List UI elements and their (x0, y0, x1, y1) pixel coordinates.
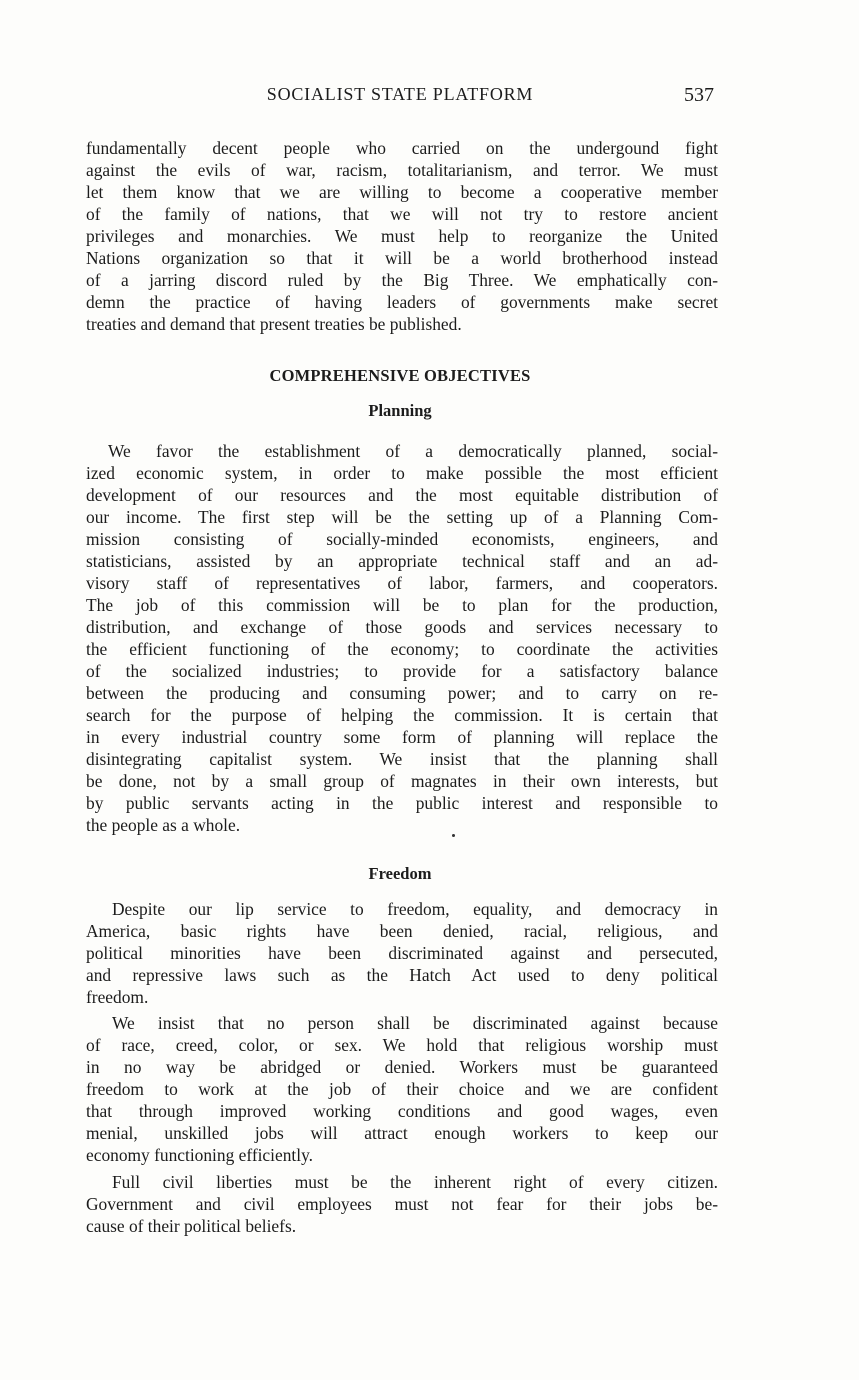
text-line: development of our resources and the most equitable distribution of (86, 485, 718, 505)
text-line: We favor the establishment of a democratically planned, social- (108, 441, 718, 461)
running-head (86, 84, 714, 108)
intro-paragraph (86, 137, 718, 335)
text-line: The job of this commission will be to plan for the production, (86, 595, 718, 615)
text-line: let them know that we are willing to become a cooperative member (86, 182, 718, 202)
text-line: mission consisting of socially-minded economists, engineers, and (86, 529, 718, 549)
freedom-title: Freedom (368, 864, 432, 883)
text-line: between the producing and consuming power; and to carry on re- (86, 683, 718, 703)
page-number: 537 (684, 84, 714, 106)
freedom-paragraph-2 (86, 1012, 718, 1166)
planning-title: Planning (368, 401, 432, 420)
text-line: be done, not by a small group of magnates in their own interests, but (86, 771, 718, 791)
text-line: and repressive laws such as the Hatch Act used to deny political (86, 965, 718, 985)
text-line: America, basic rights have been denied, racial, religious, and (86, 921, 718, 941)
text-line: of the family of nations, that we will not try to restore ancient (86, 204, 718, 224)
text-line: privileges and monarchies. We must help to reorganize the United (86, 226, 718, 246)
text-line: ized economic system, in order to make possible the most efficient (86, 463, 718, 483)
text-line: Despite our lip service to freedom, equality, and democracy in (112, 899, 718, 919)
text-line: the efficient functioning of the economy; to coordinate the activities (86, 639, 718, 659)
text-line: disintegrating capitalist system. We insist that the planning shall (86, 749, 718, 769)
text-line: by public servants acting in the public interest and responsible to (86, 793, 718, 813)
text-line: of race, creed, color, or sex. We hold that religious worship must (86, 1035, 718, 1055)
text-line: freedom. (86, 987, 149, 1007)
text-line: Government and civil employees must not fear for their jobs be- (86, 1194, 718, 1214)
text-line: cause of their political beliefs. (86, 1216, 297, 1236)
text-line: search for the purpose of helping the commission. It is certain that (86, 705, 718, 725)
text-line: the people as a whole. (86, 815, 241, 835)
text-line: demn the practice of having leaders of governments make secret (86, 292, 718, 312)
text-line: against the evils of war, racism, totalitarianism, and terror. We must (86, 160, 718, 180)
text-line: of the socialized industries; to provide for a satisfactory balance (86, 661, 718, 681)
freedom-paragraph-1 (86, 898, 718, 1008)
text-line: of a jarring discord ruled by the Big Three. We emphatically con- (86, 270, 718, 290)
section-heading: COMPREHENSIVE OBJECTIVES (269, 366, 531, 385)
text-line: freedom to work at the job of their choice and we are confident (86, 1079, 718, 1099)
running-title: SOCIALIST STATE PLATFORM (266, 84, 534, 104)
text-line: fundamentally decent people who carried on the undergound fight (86, 138, 718, 158)
text-line: visory staff of representatives of labor, farmers, and cooperators. (86, 573, 718, 593)
text-line: distribution, and exchange of those goods and services necessary to (86, 617, 718, 637)
text-line: that through improved working conditions and good wages, even (86, 1101, 718, 1121)
text-line: in every industrial country some form of planning will replace the (86, 727, 718, 747)
text-line: political minorities have been discriminated against and persecuted, (86, 943, 718, 963)
text-line: menial, unskilled jobs will attract enough workers to keep our (86, 1123, 718, 1143)
freedom-paragraph-3 (86, 1171, 718, 1237)
planning-paragraph (86, 440, 718, 836)
text-line: Nations organization so that it will be a world brotherhood instead (86, 248, 718, 268)
text-line: treaties and demand that present treaties be published. (86, 314, 462, 334)
ink-speck (452, 834, 455, 837)
text-line: Full civil liberties must be the inherent right of every citizen. (112, 1172, 718, 1192)
text-line: economy functioning efficiently. (86, 1145, 313, 1165)
text-line: our income. The first step will be the setting up of a Planning Com- (86, 507, 718, 527)
text-line: in no way be abridged or denied. Workers must be guaranteed (86, 1057, 718, 1077)
text-line: We insist that no person shall be discriminated against because (112, 1013, 718, 1033)
text-line: statisticians, assisted by an appropriate technical staff and an ad- (86, 551, 718, 571)
